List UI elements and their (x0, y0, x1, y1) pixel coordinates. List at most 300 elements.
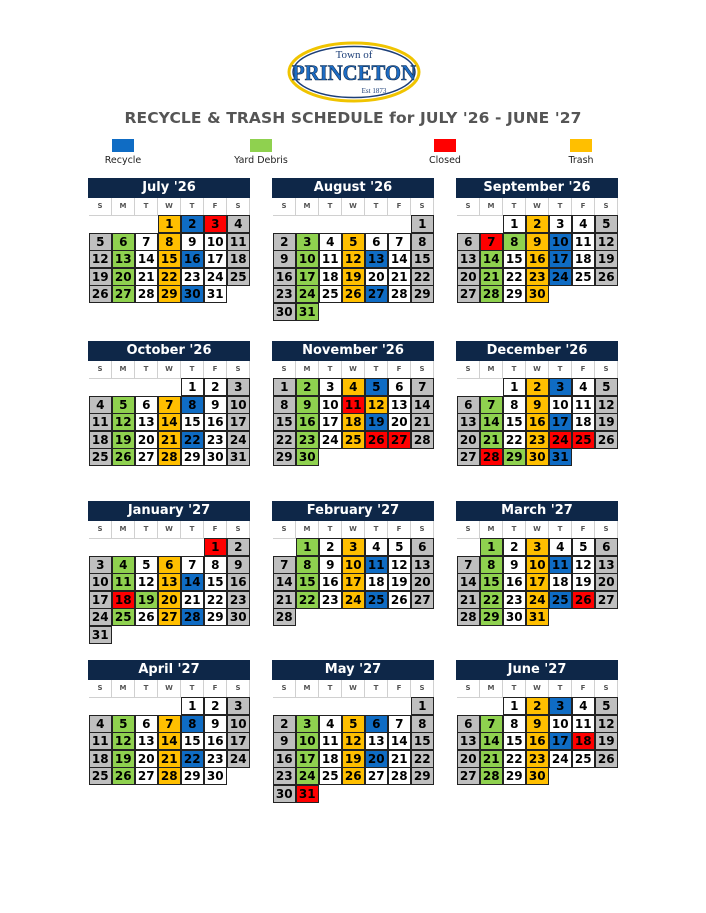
calendar-month (456, 501, 618, 626)
month-grid (89, 521, 250, 644)
day-cell: 21 (411, 413, 435, 431)
month-grid (89, 361, 250, 466)
day-cell: 8 (503, 715, 527, 733)
empty-cell (158, 539, 181, 557)
month-grid (273, 361, 434, 466)
empty-cell (112, 379, 135, 397)
day-cell: 16 (526, 250, 550, 268)
weekday-label: F (388, 521, 411, 539)
day-cell: 30 (526, 767, 550, 785)
weekday-label: S (595, 521, 618, 539)
day-cell: 15 (503, 413, 527, 431)
day-cell: 16 (204, 732, 228, 750)
month-grid (89, 198, 250, 303)
day-cell: 7 (480, 715, 504, 733)
day-cell: 8 (204, 556, 228, 574)
day-cell: 1 (503, 215, 527, 233)
day-cell: 2 (204, 378, 228, 396)
empty-cell (480, 698, 503, 716)
day-cell: 27 (158, 608, 182, 626)
calendar-month (272, 501, 434, 626)
day-cell: 13 (135, 413, 159, 431)
day-cell: 5 (388, 538, 412, 556)
day-cell: 23 (503, 591, 527, 609)
empty-cell (365, 698, 388, 716)
day-cell: 12 (388, 556, 412, 574)
day-cell: 1 (503, 697, 527, 715)
day-cell: 4 (227, 215, 251, 233)
day-cell: 19 (342, 750, 366, 768)
day-cell: 8 (181, 715, 205, 733)
day-cell: 18 (342, 413, 366, 431)
weekday-label: M (112, 198, 135, 216)
weekday-label: T (549, 198, 572, 216)
weekday-label: S (595, 361, 618, 379)
day-cell: 9 (227, 556, 251, 574)
day-cell: 3 (89, 556, 113, 574)
empty-cell (135, 379, 158, 397)
day-cell: 17 (296, 750, 320, 768)
day-cell: 25 (572, 431, 596, 449)
day-cell: 19 (112, 431, 136, 449)
weekday-label: T (549, 521, 572, 539)
day-cell: 4 (112, 556, 136, 574)
month-title: December '26 (456, 341, 618, 361)
day-cell: 15 (204, 573, 228, 591)
day-cell: 31 (89, 626, 113, 644)
day-cell: 24 (526, 591, 550, 609)
day-cell: 31 (204, 285, 228, 303)
day-cell: 1 (181, 697, 205, 715)
day-cell: 25 (342, 431, 366, 449)
day-cell: 1 (158, 215, 182, 233)
weekday-label: T (503, 521, 526, 539)
day-cell: 29 (181, 448, 205, 466)
day-cell: 21 (135, 268, 159, 286)
day-cell: 26 (572, 591, 596, 609)
month-title: September '26 (456, 178, 618, 198)
weekday-label: T (503, 680, 526, 698)
day-cell: 12 (342, 250, 366, 268)
day-cell: 26 (342, 767, 366, 785)
day-cell: 18 (572, 250, 596, 268)
empty-cell (273, 216, 296, 234)
day-cell: 27 (388, 431, 412, 449)
day-cell: 19 (135, 591, 159, 609)
day-cell: 16 (296, 413, 320, 431)
day-cell: 19 (112, 750, 136, 768)
month-title: January '27 (88, 501, 250, 521)
day-cell: 31 (526, 608, 550, 626)
weekday-label: S (227, 361, 250, 379)
weekday-label: T (365, 361, 388, 379)
day-cell: 3 (549, 378, 573, 396)
day-cell: 9 (273, 732, 297, 750)
day-cell: 14 (273, 573, 297, 591)
day-cell: 30 (526, 285, 550, 303)
day-cell: 20 (595, 573, 619, 591)
day-cell: 17 (204, 250, 228, 268)
day-cell: 20 (457, 268, 481, 286)
day-cell: 14 (388, 250, 412, 268)
day-cell: 28 (480, 448, 504, 466)
day-cell: 14 (135, 250, 159, 268)
weekday-label: S (411, 680, 434, 698)
day-cell: 22 (204, 591, 228, 609)
day-cell: 6 (411, 538, 435, 556)
day-cell: 9 (273, 250, 297, 268)
day-cell: 23 (227, 591, 251, 609)
day-cell: 4 (319, 233, 343, 251)
day-cell: 5 (595, 378, 619, 396)
day-cell: 25 (89, 767, 113, 785)
day-cell: 14 (181, 573, 205, 591)
day-cell: 6 (112, 233, 136, 251)
weekday-label: T (549, 680, 572, 698)
month-grid (273, 521, 434, 626)
day-cell: 23 (204, 431, 228, 449)
legend-swatch-recycle (112, 139, 134, 152)
day-cell: 29 (181, 767, 205, 785)
empty-cell (457, 379, 480, 397)
day-cell: 19 (388, 573, 412, 591)
legend-trash (541, 139, 621, 166)
day-cell: 8 (480, 556, 504, 574)
day-cell: 28 (388, 767, 412, 785)
day-cell: 4 (572, 378, 596, 396)
weekday-label: F (204, 361, 227, 379)
day-cell: 29 (273, 448, 297, 466)
day-cell: 6 (135, 715, 159, 733)
weekday-label: S (457, 361, 480, 379)
legend-yard-debris (221, 139, 301, 166)
day-cell: 14 (480, 732, 504, 750)
day-cell: 15 (158, 250, 182, 268)
weekday-label: W (342, 198, 365, 216)
day-cell: 6 (365, 233, 389, 251)
weekday-label: W (342, 521, 365, 539)
empty-cell (112, 698, 135, 716)
weekday-label: T (365, 680, 388, 698)
day-cell: 18 (227, 250, 251, 268)
day-cell: 12 (112, 732, 136, 750)
day-cell: 24 (296, 767, 320, 785)
day-cell: 11 (549, 556, 573, 574)
day-cell: 7 (480, 396, 504, 414)
weekday-label: W (158, 361, 181, 379)
day-cell: 10 (342, 556, 366, 574)
empty-cell (89, 539, 112, 557)
calendar-month (272, 341, 434, 466)
weekday-label: T (549, 361, 572, 379)
day-cell: 5 (89, 233, 113, 251)
weekday-label: S (457, 521, 480, 539)
day-cell: 22 (411, 750, 435, 768)
day-cell: 22 (411, 268, 435, 286)
empty-cell (319, 216, 342, 234)
day-cell: 7 (273, 556, 297, 574)
day-cell: 10 (296, 732, 320, 750)
day-cell: 13 (365, 250, 389, 268)
day-cell: 18 (89, 431, 113, 449)
day-cell: 28 (480, 285, 504, 303)
day-cell: 16 (526, 413, 550, 431)
day-cell: 2 (526, 378, 550, 396)
weekday-label: F (388, 198, 411, 216)
weekday-label: S (411, 361, 434, 379)
day-cell: 20 (457, 431, 481, 449)
day-cell: 16 (319, 573, 343, 591)
month-grid (273, 198, 434, 321)
weekday-label: S (273, 361, 296, 379)
day-cell: 5 (342, 233, 366, 251)
day-cell: 8 (158, 233, 182, 251)
day-cell: 8 (503, 233, 527, 251)
day-cell: 6 (135, 396, 159, 414)
day-cell: 25 (549, 591, 573, 609)
day-cell: 15 (411, 250, 435, 268)
day-cell: 20 (135, 431, 159, 449)
empty-cell (89, 698, 112, 716)
weekday-label: W (158, 680, 181, 698)
day-cell: 31 (296, 785, 320, 803)
day-cell: 4 (549, 538, 573, 556)
day-cell: 23 (273, 767, 297, 785)
day-cell: 17 (549, 413, 573, 431)
day-cell: 15 (411, 732, 435, 750)
day-cell: 6 (457, 233, 481, 251)
day-cell: 21 (158, 431, 182, 449)
empty-cell (89, 379, 112, 397)
day-cell: 28 (411, 431, 435, 449)
day-cell: 13 (411, 556, 435, 574)
day-cell: 11 (572, 233, 596, 251)
day-cell: 27 (411, 591, 435, 609)
weekday-label: S (595, 198, 618, 216)
day-cell: 12 (365, 396, 389, 414)
day-cell: 14 (158, 732, 182, 750)
day-cell: 11 (365, 556, 389, 574)
day-cell: 22 (273, 431, 297, 449)
day-cell: 17 (296, 268, 320, 286)
day-cell: 16 (526, 732, 550, 750)
month-title: June '27 (456, 660, 618, 680)
day-cell: 29 (411, 767, 435, 785)
empty-cell (342, 698, 365, 716)
day-cell: 25 (365, 591, 389, 609)
day-cell: 18 (319, 750, 343, 768)
town-of-princeton-logo (286, 40, 422, 104)
day-cell: 25 (572, 750, 596, 768)
day-cell: 6 (158, 556, 182, 574)
weekday-label: F (204, 198, 227, 216)
day-cell: 27 (457, 448, 481, 466)
day-cell: 14 (158, 413, 182, 431)
month-grid (273, 680, 434, 803)
day-cell: 9 (526, 396, 550, 414)
day-cell: 3 (549, 215, 573, 233)
day-cell: 5 (595, 215, 619, 233)
day-cell: 16 (204, 413, 228, 431)
day-cell: 15 (181, 732, 205, 750)
day-cell: 25 (227, 268, 251, 286)
day-cell: 16 (227, 573, 251, 591)
day-cell: 12 (112, 413, 136, 431)
day-cell: 5 (112, 396, 136, 414)
weekday-label: M (480, 521, 503, 539)
day-cell: 20 (365, 750, 389, 768)
day-cell: 2 (273, 233, 297, 251)
day-cell: 6 (388, 378, 412, 396)
day-cell: 10 (549, 233, 573, 251)
month-title: October '26 (88, 341, 250, 361)
day-cell: 27 (457, 767, 481, 785)
legend-swatch-trash (570, 139, 592, 152)
weekday-label: T (319, 361, 342, 379)
day-cell: 12 (135, 573, 159, 591)
legend-closed (405, 139, 485, 166)
day-cell: 25 (319, 767, 343, 785)
day-cell: 17 (227, 413, 251, 431)
day-cell: 28 (135, 285, 159, 303)
day-cell: 11 (319, 250, 343, 268)
day-cell: 13 (457, 250, 481, 268)
weekday-label: M (480, 198, 503, 216)
day-cell: 15 (503, 732, 527, 750)
day-cell: 16 (273, 268, 297, 286)
day-cell: 2 (181, 215, 205, 233)
weekday-label: T (319, 680, 342, 698)
day-cell: 21 (273, 591, 297, 609)
day-cell: 5 (112, 715, 136, 733)
weekday-label: W (342, 680, 365, 698)
empty-cell (135, 539, 158, 557)
day-cell: 23 (526, 431, 550, 449)
empty-cell (457, 698, 480, 716)
day-cell: 28 (181, 608, 205, 626)
day-cell: 20 (112, 268, 136, 286)
day-cell: 23 (319, 591, 343, 609)
day-cell: 31 (549, 448, 573, 466)
weekday-label: W (526, 680, 549, 698)
weekday-label: T (503, 361, 526, 379)
day-cell: 11 (112, 573, 136, 591)
day-cell: 18 (89, 750, 113, 768)
day-cell: 22 (480, 591, 504, 609)
day-cell: 23 (273, 285, 297, 303)
empty-cell (365, 216, 388, 234)
day-cell: 16 (503, 573, 527, 591)
day-cell: 21 (480, 268, 504, 286)
day-cell: 7 (480, 233, 504, 251)
day-cell: 20 (365, 268, 389, 286)
day-cell: 29 (503, 448, 527, 466)
empty-cell (181, 539, 204, 557)
day-cell: 13 (135, 732, 159, 750)
day-cell: 25 (112, 608, 136, 626)
day-cell: 15 (503, 250, 527, 268)
day-cell: 27 (457, 285, 481, 303)
day-cell: 1 (411, 215, 435, 233)
weekday-label: W (158, 198, 181, 216)
day-cell: 10 (204, 233, 228, 251)
day-cell: 5 (572, 538, 596, 556)
day-cell: 3 (227, 378, 251, 396)
day-cell: 19 (572, 573, 596, 591)
day-cell: 19 (595, 250, 619, 268)
day-cell: 10 (549, 396, 573, 414)
day-cell: 21 (158, 750, 182, 768)
day-cell: 7 (181, 556, 205, 574)
day-cell: 25 (89, 448, 113, 466)
day-cell: 23 (526, 750, 550, 768)
day-cell: 13 (112, 250, 136, 268)
day-cell: 24 (89, 608, 113, 626)
weekday-label: M (296, 521, 319, 539)
day-cell: 14 (457, 573, 481, 591)
day-cell: 21 (480, 750, 504, 768)
day-cell: 28 (273, 608, 297, 626)
day-cell: 4 (572, 215, 596, 233)
month-title: July '26 (88, 178, 250, 198)
weekday-label: M (296, 198, 319, 216)
day-cell: 26 (135, 608, 159, 626)
day-cell: 6 (595, 538, 619, 556)
day-cell: 8 (273, 396, 297, 414)
day-cell: 2 (319, 538, 343, 556)
day-cell: 27 (135, 448, 159, 466)
calendar-month (272, 178, 434, 321)
day-cell: 16 (181, 250, 205, 268)
day-cell: 7 (388, 715, 412, 733)
day-cell: 9 (204, 396, 228, 414)
day-cell: 17 (549, 732, 573, 750)
day-cell: 12 (595, 396, 619, 414)
legend-label-closed: Closed (429, 155, 461, 166)
calendar-month (456, 178, 618, 303)
day-cell: 29 (158, 285, 182, 303)
day-cell: 2 (204, 697, 228, 715)
weekday-label: F (572, 198, 595, 216)
weekday-label: S (457, 680, 480, 698)
day-cell: 12 (89, 250, 113, 268)
day-cell: 3 (227, 697, 251, 715)
weekday-label: T (181, 521, 204, 539)
day-cell: 31 (227, 448, 251, 466)
day-cell: 8 (411, 715, 435, 733)
day-cell: 25 (319, 285, 343, 303)
calendar-month (456, 341, 618, 466)
day-cell: 30 (273, 785, 297, 803)
weekday-label: W (526, 198, 549, 216)
day-cell: 19 (89, 268, 113, 286)
weekday-label: S (227, 680, 250, 698)
empty-cell (480, 216, 503, 234)
empty-cell (457, 539, 480, 557)
day-cell: 13 (595, 556, 619, 574)
day-cell: 18 (112, 591, 136, 609)
day-cell: 24 (549, 431, 573, 449)
day-cell: 8 (296, 556, 320, 574)
day-cell: 13 (158, 573, 182, 591)
day-cell: 14 (411, 396, 435, 414)
day-cell: 14 (480, 250, 504, 268)
day-cell: 1 (273, 378, 297, 396)
day-cell: 17 (89, 591, 113, 609)
day-cell: 12 (595, 715, 619, 733)
weekday-label: S (273, 521, 296, 539)
day-cell: 10 (227, 396, 251, 414)
